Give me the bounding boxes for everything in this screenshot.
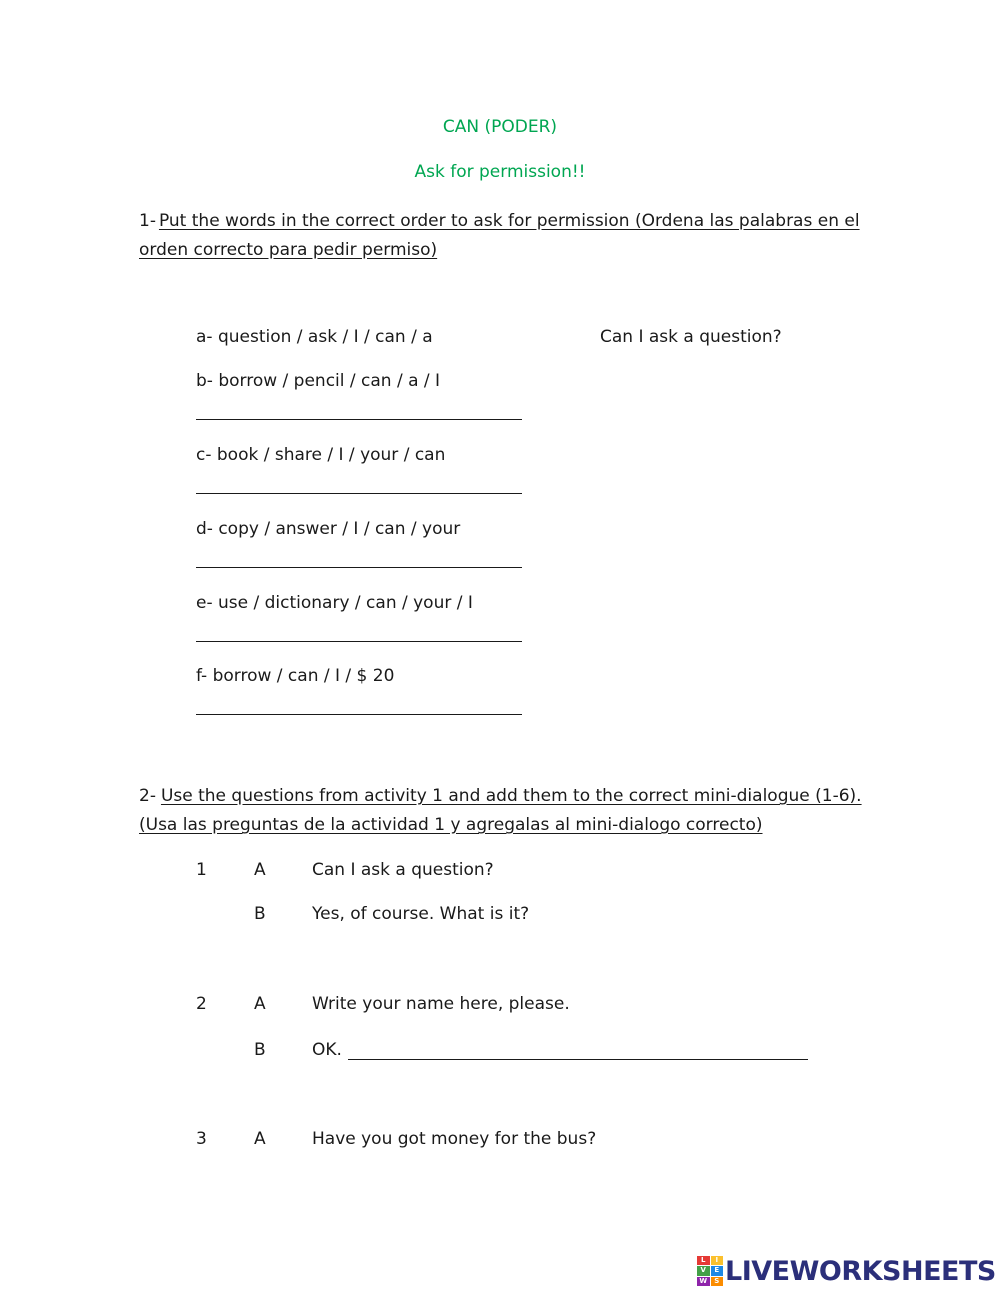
activity2-instruction-es: (Usa las preguntas de la actividad 1 y agregalas al mini-dialogo correcto) — [139, 815, 763, 835]
dialogue-1-speaker-a: A — [254, 860, 266, 880]
item-b-answer-line — [196, 419, 522, 420]
liveworksheets-brand-text: LIVEWORKSHEETS — [725, 1255, 996, 1287]
dialogue-2-speaker-b: B — [254, 1040, 266, 1060]
activity2-instruction-en: Use the questions from activity 1 and add them to the correct mini-dialogue (1-6). — [160, 786, 862, 806]
item-a-answer: Can I ask a question? — [600, 327, 782, 347]
activity1-instruction-block — [139, 207, 869, 265]
item-f-answer-input[interactable] — [196, 694, 522, 714]
logo-tile: W — [697, 1277, 710, 1286]
liveworksheets-logo-icon — [697, 1256, 723, 1286]
item-b-answer-input[interactable] — [196, 399, 522, 419]
activity1-instruction: Put the words in the correct order to ask for permission (Ordena las palabras en el orden correcto para pedir permiso) — [139, 211, 860, 260]
item-e-answer-line — [196, 641, 522, 642]
dialogue-1-number: 1 — [196, 860, 207, 880]
dialogue-2-answer-line — [348, 1059, 808, 1060]
logo-tile: L — [697, 1256, 710, 1265]
dialogue-2-number: 2 — [196, 994, 207, 1014]
activity2-instruction-line1 — [139, 786, 862, 806]
item-f-prompt: f- borrow / can / I / $ 20 — [196, 666, 395, 686]
logo-tile: V — [697, 1266, 710, 1275]
activity2-number: 2- — [139, 786, 156, 806]
dialogue-1-speaker-b: B — [254, 904, 266, 924]
logo-tile: E — [711, 1266, 724, 1275]
item-d-answer-input[interactable] — [196, 547, 522, 567]
item-e-prompt: e- use / dictionary / can / your / I — [196, 593, 473, 613]
dialogue-3-speaker-a: A — [254, 1129, 266, 1149]
activity1-number: 1- — [139, 211, 156, 231]
dialogue-1-line-b: Yes, of course. What is it? — [312, 904, 530, 924]
item-d-prompt: d- copy / answer / I / can / your — [196, 519, 461, 539]
item-b-prompt: b- borrow / pencil / can / a / I — [196, 371, 441, 391]
logo-tile: S — [711, 1277, 724, 1286]
page-title: CAN (PODER) — [442, 117, 558, 137]
item-c-prompt: c- book / share / I / your / can — [196, 445, 446, 465]
dialogue-2-speaker-a: A — [254, 994, 266, 1014]
item-c-answer-input[interactable] — [196, 473, 522, 493]
dialogue-2-line-a: Write your name here, please. — [312, 994, 570, 1014]
item-f-answer-line — [196, 714, 522, 715]
item-e-answer-input[interactable] — [196, 621, 522, 641]
dialogue-3-line-a: Have you got money for the bus? — [312, 1129, 597, 1149]
liveworksheets-logo[interactable] — [697, 1254, 996, 1288]
page-subtitle: Ask for permission!! — [414, 162, 586, 182]
item-c-answer-line — [196, 493, 522, 494]
dialogue-1-line-a: Can I ask a question? — [312, 860, 494, 880]
logo-tile: I — [711, 1256, 724, 1265]
dialogue-3-number: 3 — [196, 1129, 207, 1149]
item-a-prompt: a- question / ask / I / can / a — [196, 327, 433, 347]
item-d-answer-line — [196, 567, 522, 568]
dialogue-2-answer-input[interactable] — [348, 1039, 808, 1059]
dialogue-2-line-b: OK. — [312, 1040, 342, 1060]
